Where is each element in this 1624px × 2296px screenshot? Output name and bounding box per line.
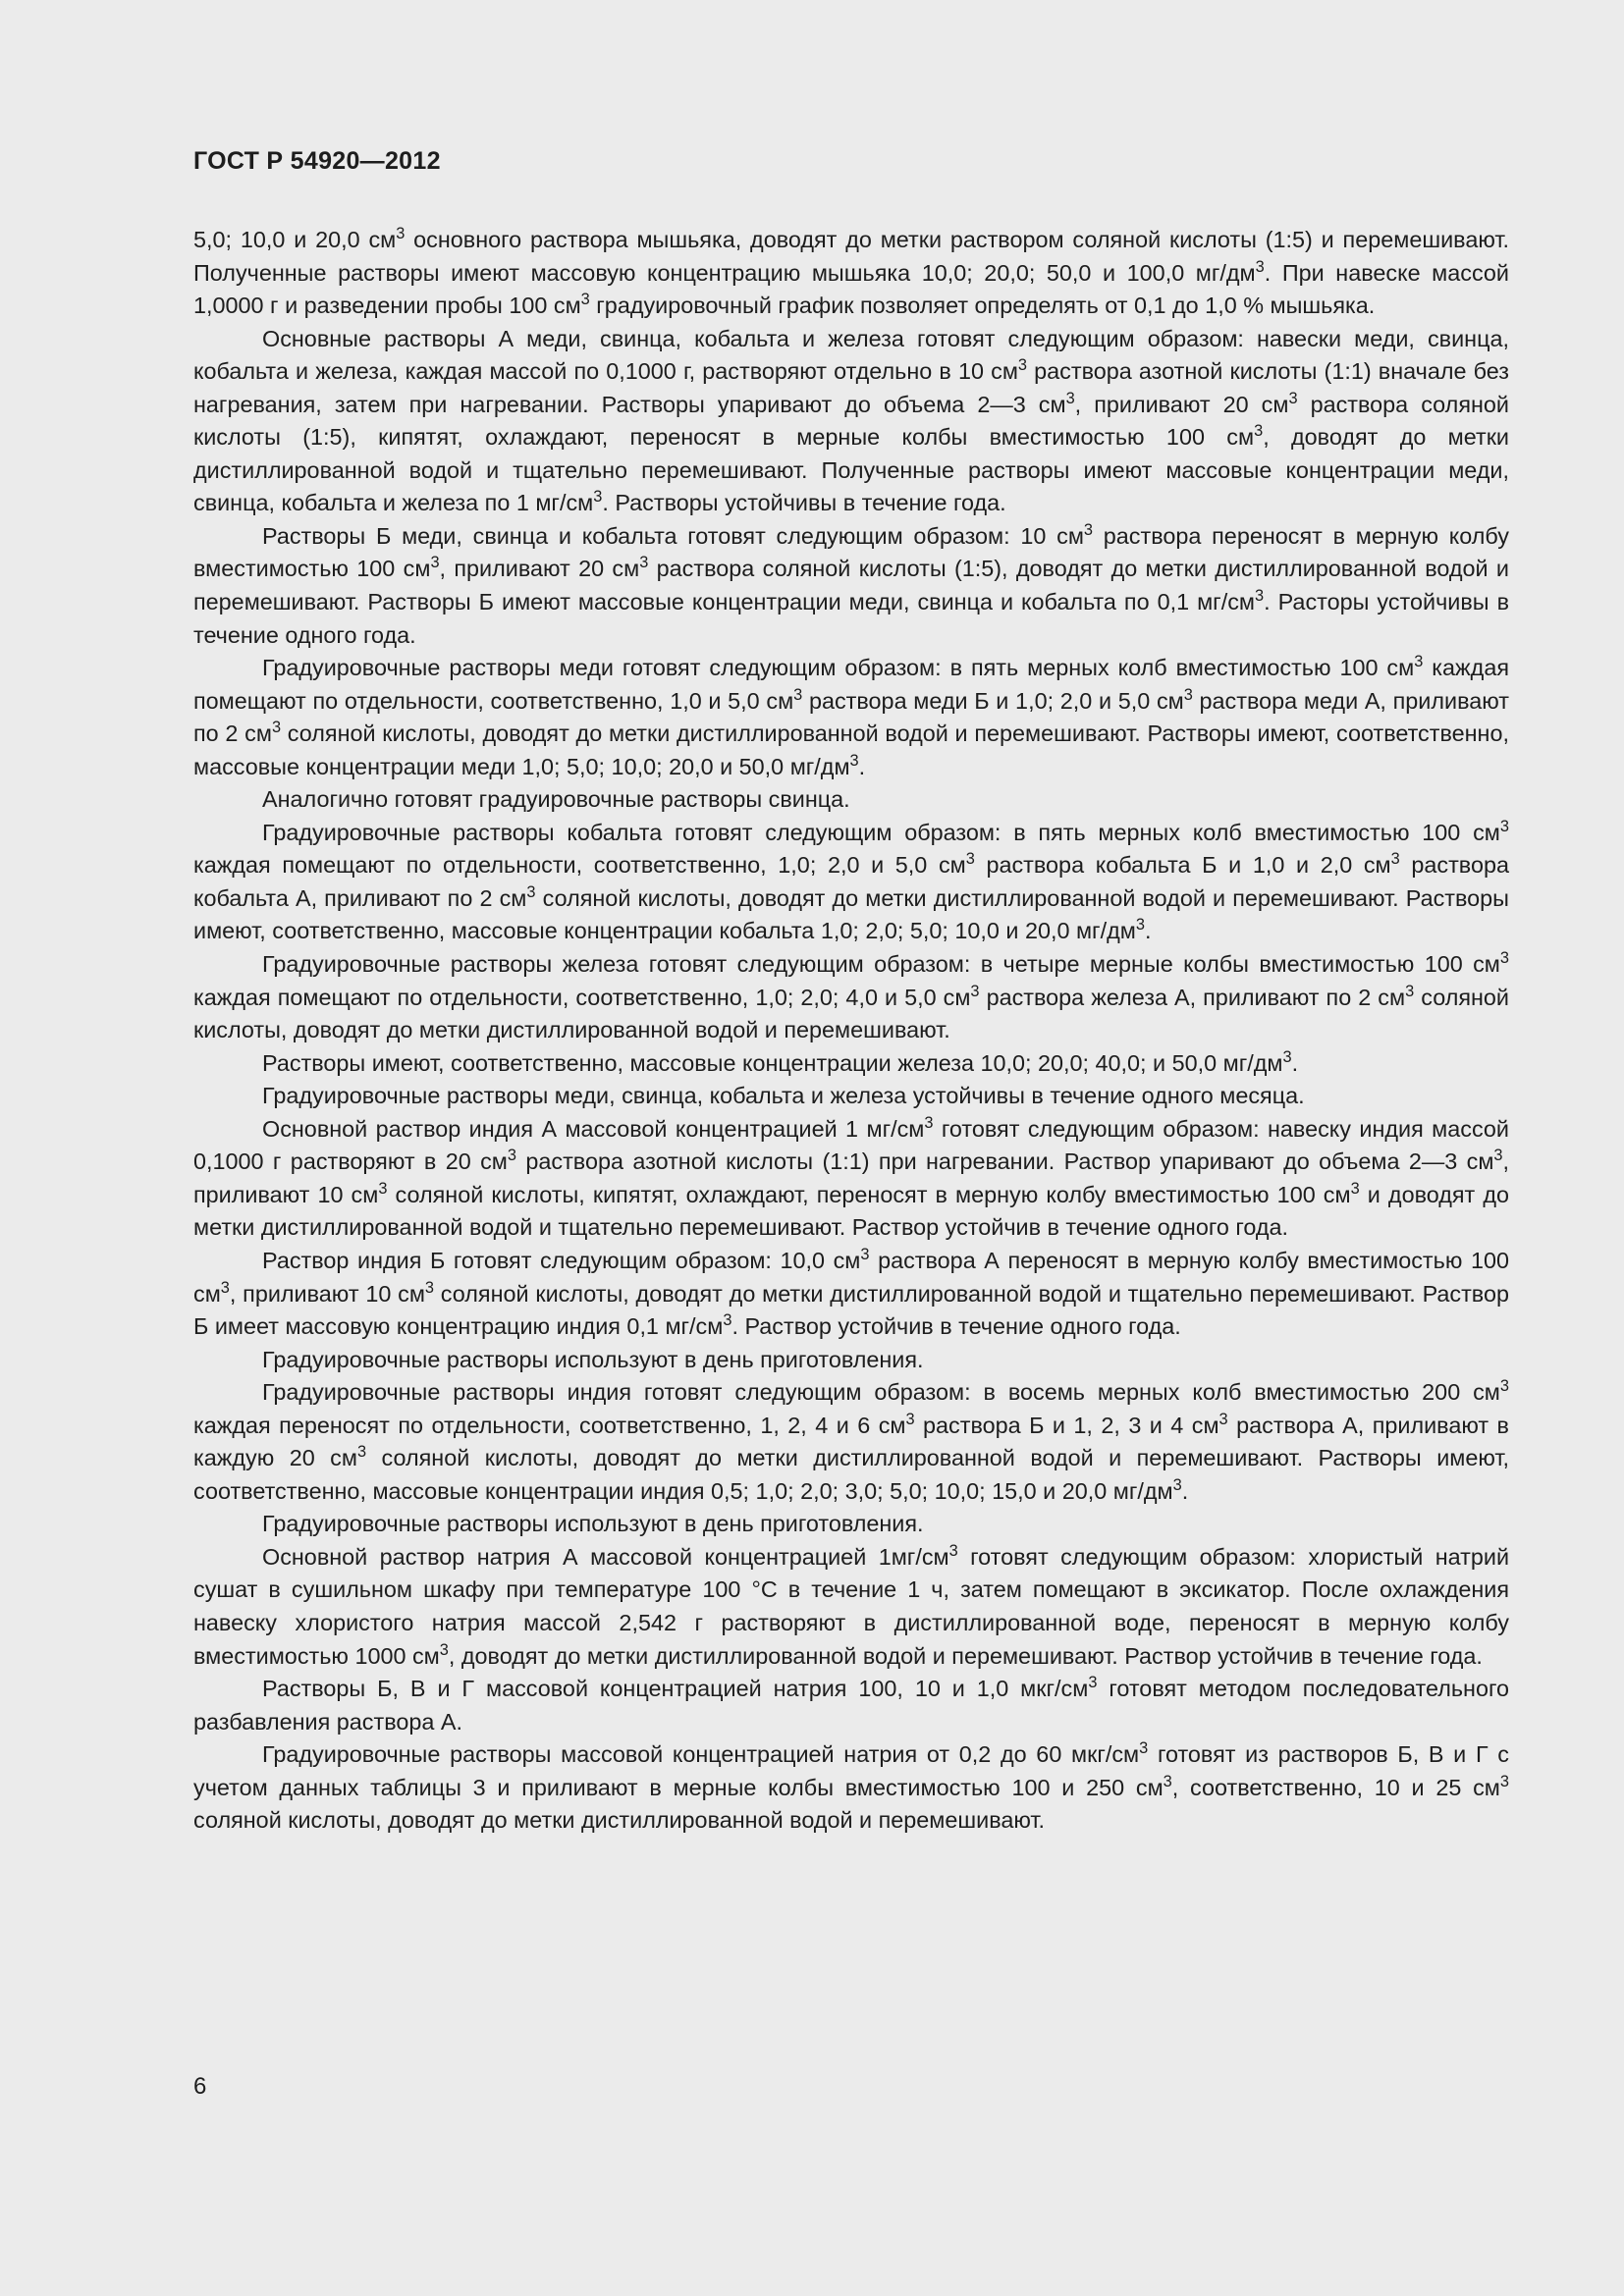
body-paragraph: 5,0; 10,0 и 20,0 $см^3$ основного раствора мышьяка, доводят до метки раствором соляной кислоты (1:5) и перемешивают. Полученные растворы имеют массовую концентрацию мышьяка 10,0; 20,0; 50,0 и 100,0 $мг/дм^3$. При навеске массой 1,0000 г и разведении пробы 100 $см^3$ градуировочный график позволяет определять от 0,1 до 1,0 % мышьяка.	[193, 225, 1509, 319]
body-paragraph: Градуировочные растворы меди, свинца, кобальта и железа устойчивы в течение одного месяца.	[262, 1083, 1305, 1109]
body-paragraph: Растворы Б меди, свинца и кобальта готовят следующим образом: 10 $см^3$ раствора переносят в мерную колбу вместимостью 100 $см^3$, приливают 20 $см^3$ раствора соляной кислоты (1:5), доводят до метки дистиллированной водой и перемешивают. Растворы Б имеют массовые концентрации меди, свинца и кобальта по 0,1 $мг/см^3$. Расторы устойчивы в течение одного года.	[193, 520, 1509, 648]
body-paragraph: Градуировочные растворы используют в день приготовления.	[262, 1346, 924, 1372]
body-paragraph: Растворы Б, В и Г массовой концентрацией натрия 100, 10 и 1,0 мкг/$см^3$ готовят методом последовательного разбавления раствора А.	[193, 1674, 1509, 1735]
document-header: ГОСТ Р 54920—2012	[193, 147, 441, 175]
body-paragraph: Аналогично готовят градуировочные растворы свинца.	[262, 786, 850, 813]
body-paragraph: Раствор индия Б готовят следующим образом: 10,0 $см^3$ раствора А переносят в мерную колбу вместимостью 100 $см^3$, приливают 10 $см^3$ соляной кислоты, доводят до метки дистиллированной водой и тщательно перемешивают. Раствор Б имеет массовую концентрацию индия 0,1 $мг/см^3$. Раствор устойчив в течение одного года.	[193, 1245, 1509, 1340]
body-paragraph: Градуировочные растворы кобальта готовят следующим образом: в пять мерных колб вместимостью 100 $см^3$ каждая помещают по отдельности, соответственно, 1,0; 2,0 и 5,0 $см^3$ раствора кобальта Б и 1,0 и 2,0 $см^3$ раствора кобальта А, приливают по 2 $см^3$ соляной кислоты, доводят до метки дистиллированной водой и перемешивают. Растворы имеют, соответственно, массовые концентрации кобальта 1,0; 2,0; 5,0; 10,0 и 20,0 $мг/дм^3$.	[193, 817, 1509, 944]
body-paragraph: Градуировочные растворы индия готовят следующим образом: в восемь мерных колб вместимостью 200 $см^3$ каждая переносят по отдельности, соответственно, 1, 2, 4 и 6 $см^3$ раствора Б и 1, 2, 3 и 4 $см^3$ раствора А, приливают в каждую 20 $см^3$ соляной кислоты, доводят до метки дистиллированной водой и перемешивают. Растворы имеют, соответственно, массовые концентрации индия 0,5; 1,0; 2,0; 3,0; 5,0; 10,0; 15,0 и 20,0 $мг/дм^3$.	[193, 1377, 1509, 1504]
body-paragraph: Градуировочные растворы используют в день приготовления.	[262, 1511, 924, 1537]
body-paragraph: Основные растворы А меди, свинца, кобальта и железа готовят следующим образом: навески меди, свинца, кобальта и железа, каждая массой по 0,1000 г, растворяют отдельно в 10 $см^3$ раствора азотной кислоты (1:1) вначале без нагревания, затем при нагревании. Растворы упаривают до объема 2—3 $см^3$, приливают 20 $см^3$ раствора соляной кислоты (1:5), кипятят, охлаждают, переносят в мерные колбы вместимостью 100 $см^3$, доводят до метки дистиллированной водой и тщательно перемешивают. Полученные растворы имеют массовые концентрации меди, свинца, кобальта и железа по 1 $мг/см^3$. Растворы устойчивы в течение года.	[193, 325, 1510, 516]
body-paragraph: Основной раствор натрия А массовой концентрацией $1мг/см^3$ готовят следующим образом: хлористый натрий сушат в сушильном шкафу при температуре 100 °С в течение 1 ч, затем помещают в эксикатор. После охлаждения навеску хлористого натрия массой 2,542 г растворяют в дистиллированной воде, переносят в мерную колбу вместимостью 1000 $см^3$, доводят до метки дистиллированной водой и перемешивают. Раствор устойчив в течение года.	[193, 1541, 1510, 1669]
body-paragraph: Градуировочные растворы массовой концентрацией натрия от 0,2 до 60 мкг/$см^3$ готовят из растворов Б, В и Г с учетом данных таблицы 3 и приливают в мерные колбы вместимостью 100 и 250 $см^3$, соответственно, 10 и 25 $см^3$ соляной кислоты, доводят до метки дистиллированной водой и перемешивают.	[193, 1739, 1509, 1834]
body-paragraph: Градуировочные растворы железа готовят следующим образом: в четыре мерные колбы вместимостью 100 $см^3$ каждая помещают по отдельности, соответственно, 1,0; 2,0; 4,0 и 5,0 $см^3$ раствора железа А, приливают по 2 $см^3$ соляной кислоты, доводят до метки дистиллированной водой и перемешивают.	[193, 949, 1509, 1043]
page-number: 6	[193, 2073, 207, 2100]
document-body	[193, 224, 1509, 1838]
body-paragraph: Растворы имеют, соответственно, массовые концентрации железа 10,0; 20,0; 40,0; и 50,0 $мг/дм^3$.	[262, 1047, 1299, 1076]
body-paragraph: Основной раствор индия А массовой концентрацией 1 $мг/см^3$ готовят следующим образом: навеску индия массой 0,1000 г растворяют в 20 $см^3$ раствора азотной кислоты (1:1) при нагревании. Раствор упаривают до объема 2—3 $см^3$, приливают 10 $см^3$ соляной кислоты, кипятят, охлаждают, переносят в мерную колбу вместимостью 100 $см^3$ и доводят до метки дистиллированной водой и тщательно перемешивают. Раствор устойчив в течение одного года.	[193, 1113, 1510, 1241]
body-paragraph: Градуировочные растворы меди готовят следующим образом: в пять мерных колб вместимостью 100 $см^3$ каждая помещают по отдельности, соответственно, 1,0 и 5,0 $см^3$ раствора меди Б и 1,0; 2,0 и 5,0 $см^3$ раствора меди А, приливают по 2 $см^3$ соляной кислоты, доводят до метки дистиллированной водой и перемешивают. Растворы имеют, соответственно, массовые концентрации меди 1,0; 5,0; 10,0; 20,0 и 50,0 $мг/дм^3$.	[193, 653, 1509, 779]
